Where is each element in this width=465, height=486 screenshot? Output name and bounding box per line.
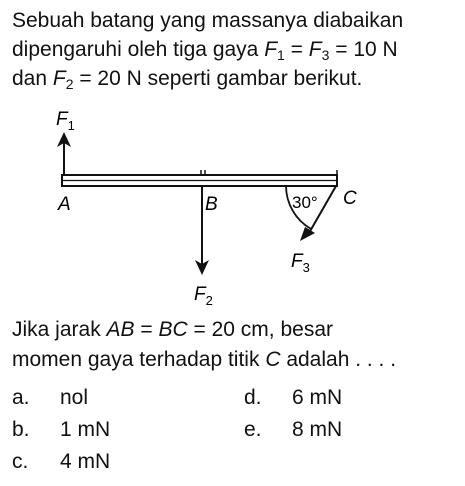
option-d[interactable]: d. 6 mN xyxy=(244,386,343,409)
problem-line-2: dipengaruhi oleh tiga gaya $F_1 = F_3 = 10$ N xyxy=(12,38,398,63)
question-text xyxy=(12,315,456,375)
question-line-2: momen gaya terhadap titik C adalah . . . . xyxy=(12,348,397,371)
answer-options xyxy=(12,386,456,482)
point-b-label: B xyxy=(205,194,218,215)
rod xyxy=(62,170,337,186)
point-c-label: C xyxy=(343,188,357,209)
option-a[interactable]: a. nol xyxy=(12,386,89,409)
force-f1-arrow xyxy=(57,132,71,175)
force-f3-label: $F_3$ xyxy=(291,251,310,275)
option-e[interactable]: e. 8 mN xyxy=(244,418,343,441)
option-c[interactable]: c. 4 mN xyxy=(12,450,111,473)
force-f1-label: $F_1$ xyxy=(56,109,75,133)
problem-line-1: Sebuah batang yang massanya diabaikan xyxy=(12,9,404,32)
option-b[interactable]: b. 1 mN xyxy=(12,418,111,441)
force-diagram xyxy=(0,100,465,310)
angle-label: 30° xyxy=(292,193,318,212)
point-a-label: A xyxy=(58,194,71,215)
problem-statement xyxy=(12,6,456,93)
question-line-1: Jika jarak AB = BC = 20 cm, besar xyxy=(12,318,333,341)
force-f2-label: $F_2$ xyxy=(194,284,213,308)
problem-line-3: dan $F_2 = 20$ N seperti gambar berikut. xyxy=(12,67,363,92)
